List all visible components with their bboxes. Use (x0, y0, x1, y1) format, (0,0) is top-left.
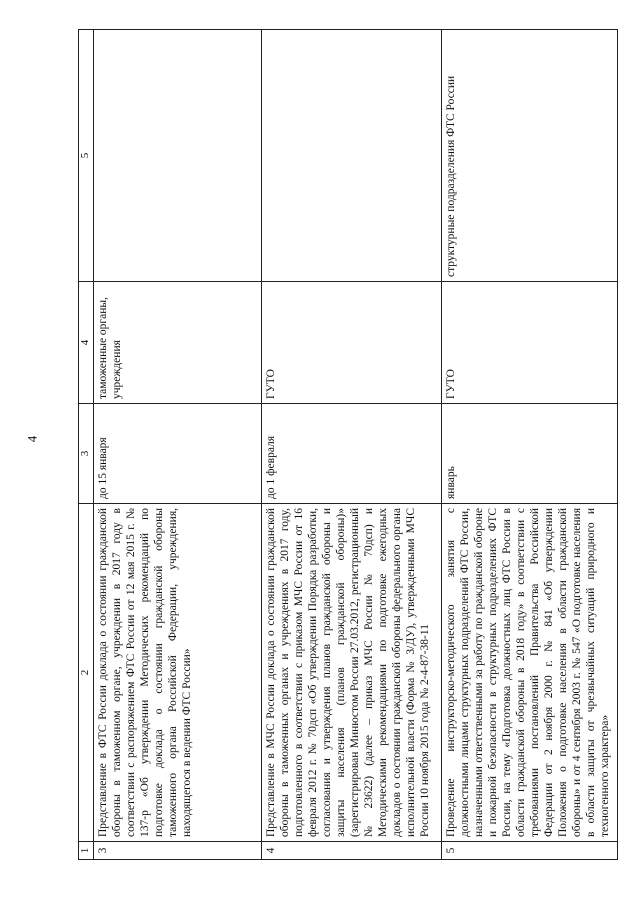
header-cell: 3 (79, 404, 94, 504)
row-participants: структурные подразделения ФТС России (442, 30, 618, 282)
header-cell: 2 (79, 504, 94, 842)
row-responsible: таможенные органы, учреждения (94, 282, 262, 404)
table-row (94, 30, 262, 860)
table-row (262, 30, 442, 860)
plan-table (78, 29, 618, 860)
table-container (78, 30, 618, 860)
row-participants (94, 30, 262, 282)
header-cell: 1 (79, 842, 94, 860)
header-cell: 4 (79, 282, 94, 404)
row-number: 4 (262, 842, 442, 860)
row-deadline: до 15 января (94, 404, 262, 504)
row-deadline: до 1 февраля (262, 404, 442, 504)
row-description: Представление в ФТС России доклада о состоянии гражданской обороны в таможенном органе, учреждении в 2017 году в соответствии с распоряжением ФТС России от 12 мая 2015 г. № 137-р «Об утверждении Методических рекомендаций по подготовке доклада о состоянии гражданской обороны таможенного органа Российской Федерации, учреждения, находящегося в ведении ФТС России» (94, 504, 262, 842)
row-number: 3 (94, 842, 262, 860)
row-responsible: ГУТО (442, 282, 618, 404)
row-deadline: январь (442, 404, 618, 504)
row-participants (262, 30, 442, 282)
row-number: 5 (442, 842, 618, 860)
row-responsible: ГУТО (262, 282, 442, 404)
row-description: Проведение инструкторско-методического занятия с должностными лицами структурных подразделений ФТС России, назначенными ответственными за работу по гражданской обороне и пожарной безопасности в структурных подразделениях ФТС России, на тему «Подготовка должностных лиц ФТС России в области гражданской обороны в 2018 году» в соответствии с требованиями постановлений Правительства Российской Федерации от 2 ноября 2000 г. № 841 «Об утверждении Положения о подготовке населения в области гражданской обороны» и от 4 сентября 2003 г. № 547 «О подготовке населения в области защиты от чрезвычайных ситуаций природного и техногенного характера» (442, 504, 618, 842)
header-row (79, 30, 94, 860)
page-number: 4 (24, 435, 39, 443)
table-row (442, 30, 618, 860)
header-cell: 5 (79, 30, 94, 282)
row-description: Представление в МЧС России доклада о состоянии гражданской обороны в таможенных органах и учреждениях в 2017 году, подготовленного в соответствии с приказом МЧС России от 16 февраля 2012 г. № 70дсп «Об утверждении Порядка разработки, согласования и утверждения планов гражданской обороны и защиты населения (планов гражданской обороны)» (зарегистрирован Минюстом России 27.03.2012, регистрационный № 23622) (далее – приказ МЧС России № 70дсп) и Методическими рекомендациями по подготовке ежегодных докладов о состоянии гражданской обороны федерального органа исполнительной власти (Форма № 3/ДУ), утвержденными МЧС России 10 ноября 2015 года № 2-4-87-38-11 (262, 504, 442, 842)
